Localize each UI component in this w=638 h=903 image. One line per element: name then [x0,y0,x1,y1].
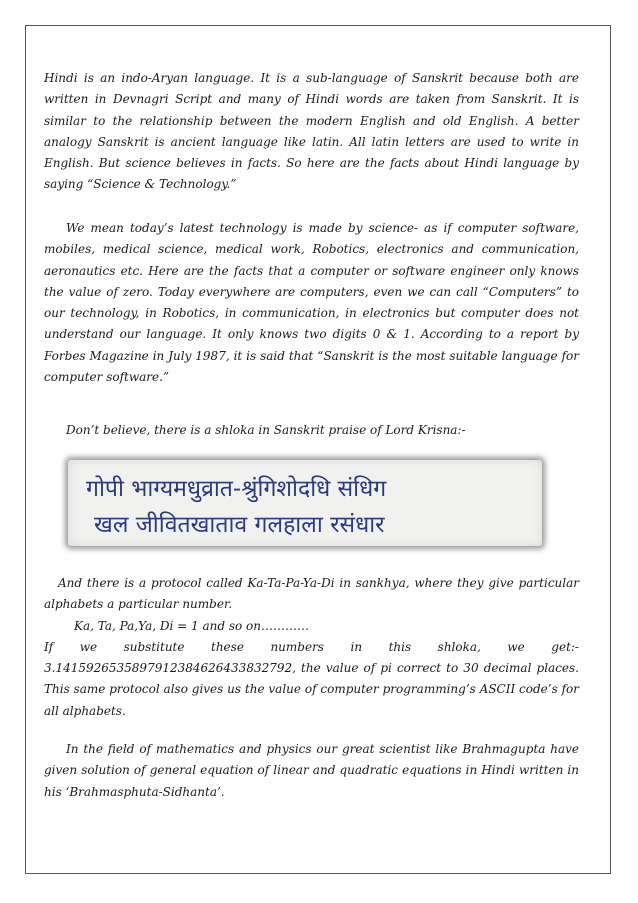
handwritten-shloka-image [68,460,542,546]
substitution-line: If we substitute these numbers in this shloka, we get:- [44,640,579,654]
paragraph-technology: We mean today’s latest technology is made by science- as if computer software, mobiles, medical science, medical work, Robotics, electronics and communication, aeronautics etc. Here are the facts that a computer or software engineer only knows the value of zero. Today everywhere are computers, even we can call “Computers” to our technology, in Robotics, in communication, in electronics but computer does not understand our language. It only knows two digits 0 & 1. According to a report by Forbes Magazine in July 1987, it is said that “Sanskrit is the most suitable language for computer software.” [44,221,579,385]
shloka-line-2: खल जीवितखाताव गलहाला रसंधार [94,512,385,538]
paragraph-brahmagupta: In the field of mathematics and physics our great scientist like Brahmagupta have given solution of general equation of linear and quadratic equations in Hindi written in his ‘Brahmasphuta-Sidhanta’. [44,742,579,799]
paragraph-pi-value: 3.1415926535897912384626433832792, the value of pi correct to 30 decimal places. This same protocol also gives us the value of computer programming’s ASCII code’s for all alphabets. [44,661,579,718]
katapayadi-values: Ka, Ta, Pa,Ya, Di = 1 and so on………… [74,619,310,633]
paragraph-hindi-intro: Hindi is an indo-Aryan language. It is a sub-language of Sanskrit because both are written in Devnagri Script and many of Hindi words are taken from Sanskrit. It is similar to the relationship between the modern English and old English. A better analogy Sanskrit is ancient language like latin. All latin letters are used to write in English. But science believes in facts. So here are the facts about Hindi language by saying “Science & Technology.” [44,71,579,192]
paragraph-katapayadi: And there is a protocol called Ka-Ta-Pa-Ya-Di in sankhya, where they give particular alphabets a particular number. [44,576,579,612]
paragraph-shloka-intro: Don’t believe, there is a shloka in Sanskrit praise of Lord Krisna:- [66,423,466,437]
shloka-line-1: गोपी भाग्यमधुव्रात-श्रुंगिशोदधि संधिग [86,476,387,502]
